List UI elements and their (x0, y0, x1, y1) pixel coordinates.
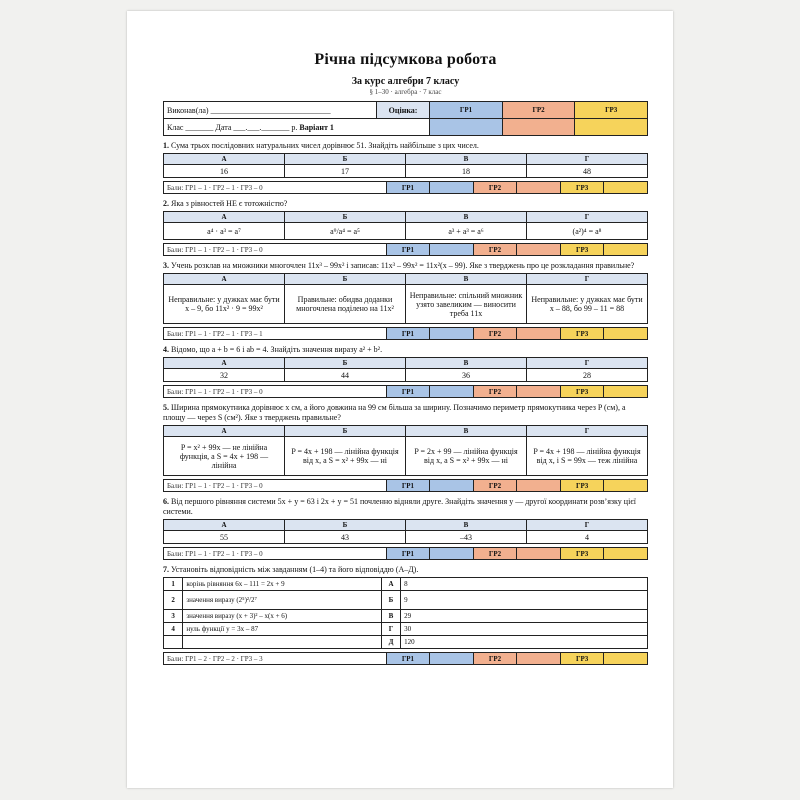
question-text: Від першого рівняння системи 5x + y = 63 і 2x + y = 51 почленно відняли друге. Знайдіть значення y — другої координати розв’язку цієї системи. (163, 497, 636, 516)
points-text: Бали: ГР1 – 1 · ГР2 – 1 · ГР3 – 0 (164, 480, 387, 492)
option-header-v: В (406, 358, 527, 369)
option-g[interactable]: P = 4x + 198 — лінійна функція від x, і S = 99x — теж лінійна (527, 437, 648, 476)
task-text-empty (183, 636, 381, 649)
task-number: 1 (164, 578, 183, 591)
page-subtitle: За курс алгебри 7 класу (351, 76, 460, 87)
group-1-label: ГР1 (386, 328, 430, 340)
option-value[interactable]: 29 (401, 610, 648, 623)
option-header-b: Б (285, 358, 406, 369)
option-b[interactable]: Правильне: обидва доданки многочлена поділено на 11x² (285, 285, 406, 324)
group-3-label: ГР3 (560, 328, 604, 340)
option-value[interactable]: 30 (401, 623, 648, 636)
group-2-label: ГР2 (473, 328, 517, 340)
question-text: Учень розклав на множники многочлен 11x³ – 99x² і записав: 11x³ – 99x² = 11x²(x – 99). Яке з тверджень про це розкладання правильне? (171, 261, 635, 270)
option-a[interactable]: Неправильне: у дужках має бути x – 9, бо 11x² · 9 = 99x² (164, 285, 285, 324)
grade-label: Оцінка: (376, 102, 429, 119)
points-text: Бали: ГР1 – 1 · ГР2 – 1 · ГР3 – 0 (164, 548, 387, 560)
group-3-score-cell[interactable] (604, 328, 648, 340)
option-header-b: Б (285, 154, 406, 165)
group-3-label: ГР3 (560, 548, 604, 560)
option-header-g: Г (527, 520, 648, 531)
option-a[interactable]: a⁴ · a³ = a⁷ (164, 223, 285, 240)
option-header-a: А (164, 358, 285, 369)
option-header-v: В (406, 154, 527, 165)
option-g[interactable]: 48 (527, 165, 648, 178)
option-a[interactable]: 32 (164, 369, 285, 382)
question-1 (163, 141, 648, 151)
task-text: значення виразу (2⁵)²/2⁷ (183, 591, 381, 610)
group-2-score-cell[interactable] (517, 480, 561, 492)
group-1-header: ГР1 (430, 102, 503, 119)
option-b[interactable]: 43 (285, 531, 406, 544)
class-date-field[interactable] (164, 119, 430, 136)
option-b[interactable]: P = 4x + 198 — лінійна функція від x, а S = x² + 99x — ні (285, 437, 406, 476)
question-number: 7. (163, 565, 169, 574)
group-3-score-cell[interactable] (604, 480, 648, 492)
option-header-g: Г (527, 358, 648, 369)
group-3-grade-cell[interactable] (575, 119, 648, 136)
class-date-text: Клас _______ Дата ___.___._______ р. (167, 122, 298, 132)
group-2-score-cell[interactable] (517, 548, 561, 560)
group-2-score-cell[interactable] (517, 386, 561, 398)
question-6 (163, 497, 648, 517)
option-header-a: А (164, 274, 285, 285)
option-header-a: А (164, 520, 285, 531)
question-2 (163, 199, 648, 209)
points-text: Бали: ГР1 – 2 · ГР2 – 2 · ГР3 – 3 (164, 653, 387, 665)
answer-table-5 (163, 425, 648, 476)
score-row-2 (163, 243, 648, 256)
group-1-label: ГР1 (386, 244, 430, 256)
question-text: Ширина прямокутника дорівнює x см, а його довжина на 99 см більша за ширину. Позначимо периметр прямокутника через P (см), а площу — через S (см²). Яке з тверджень правильне? (163, 403, 626, 422)
group-1-label: ГР1 (386, 653, 430, 665)
group-1-label: ГР1 (386, 480, 430, 492)
task-number-empty (164, 636, 183, 649)
points-text: Бали: ГР1 – 1 · ГР2 – 1 · ГР3 – 1 (164, 328, 387, 340)
question-number: 5. (163, 403, 169, 412)
points-text: Бали: ГР1 – 1 · ГР2 – 1 · ГР3 – 0 (164, 386, 387, 398)
answer-table-3 (163, 273, 648, 324)
score-row-7 (163, 652, 648, 665)
score-row-4 (163, 385, 648, 398)
option-b[interactable]: a⁹/a⁴ = a⁵ (285, 223, 406, 240)
option-v[interactable]: P = 2x + 99 — лінійна функція від x, а S = x² + 99x — ні (406, 437, 527, 476)
question-text: Яка з рівностей НЕ є тотожністю? (171, 199, 288, 208)
option-v[interactable]: Неправильне: спільний множник узято завеликим — виносити треба 11x (406, 285, 527, 324)
option-header-a: А (164, 212, 285, 223)
option-header-b: Б (285, 426, 406, 437)
option-g[interactable]: 28 (527, 369, 648, 382)
option-g[interactable]: Неправильне: у дужках має бути x – 88, бо 99 – 11 = 88 (527, 285, 648, 324)
group-2-label: ГР2 (473, 653, 517, 665)
option-header-b: Б (285, 520, 406, 531)
group-1-score-cell[interactable] (430, 480, 474, 492)
group-2-label: ГР2 (473, 480, 517, 492)
group-3-score-cell[interactable] (604, 386, 648, 398)
executor-field[interactable]: Виконав(ла) ______________________________ (164, 102, 377, 119)
group-3-label: ГР3 (560, 386, 604, 398)
option-header-a: А (164, 154, 285, 165)
option-letter: А (381, 578, 400, 591)
option-header-g: Г (527, 274, 648, 285)
option-v[interactable]: –43 (406, 531, 527, 544)
group-2-grade-cell[interactable] (502, 119, 575, 136)
option-letter: Д (381, 636, 400, 649)
option-letter: Б (381, 591, 400, 610)
matching-table (163, 577, 648, 649)
question-5 (163, 403, 648, 423)
group-2-score-cell[interactable] (517, 328, 561, 340)
task-text: значення виразу (x + 3)² – x(x + 6) (183, 610, 381, 623)
score-row-5 (163, 479, 648, 492)
option-v[interactable]: 36 (406, 369, 527, 382)
option-g[interactable]: (a²)⁴ = a⁸ (527, 223, 648, 240)
answer-table-2 (163, 211, 648, 240)
group-1-score-cell[interactable] (430, 244, 474, 256)
group-1-score-cell[interactable] (430, 328, 474, 340)
option-header-v: В (406, 274, 527, 285)
score-row-6 (163, 547, 648, 560)
answer-table-1 (163, 153, 648, 178)
variant-label: Варіант 1 (299, 122, 334, 132)
student-info-table (163, 101, 648, 136)
page-note: § 1–30 · алгебра · 7 клас (369, 88, 442, 96)
option-letter: Г (381, 623, 400, 636)
question-number: 1. (163, 141, 169, 150)
question-4 (163, 345, 648, 355)
group-3-score-cell[interactable] (604, 548, 648, 560)
question-text: Відомо, що a + b = 6 і ab = 4. Знайдіть значення виразу a² + b². (171, 345, 383, 354)
option-a[interactable]: P = x² + 99x — не лінійна функція, а S = 4x + 198 — лінійна (164, 437, 285, 476)
group-1-score-cell[interactable] (430, 386, 474, 398)
option-a[interactable]: 16 (164, 165, 285, 178)
option-header-g: Г (527, 212, 648, 223)
option-a[interactable]: 55 (164, 531, 285, 544)
group-3-label: ГР3 (560, 480, 604, 492)
option-value[interactable]: 120 (401, 636, 648, 649)
worksheet-page (127, 11, 673, 788)
task-number: 3 (164, 610, 183, 623)
group-2-score-cell[interactable] (517, 244, 561, 256)
page-title: Річна підсумкова робота (314, 51, 497, 68)
question-text: Сума трьох послідовних натуральних чисел дорівнює 51. Знайдіть найбільше з цих чисел. (171, 141, 479, 150)
group-3-score-cell[interactable] (604, 182, 648, 194)
group-1-score-cell[interactable] (430, 653, 474, 665)
group-2-header: ГР2 (502, 102, 575, 119)
answer-table-6 (163, 519, 648, 544)
option-value[interactable]: 9 (401, 591, 648, 610)
option-g[interactable]: 4 (527, 531, 648, 544)
group-3-label: ГР3 (560, 653, 604, 665)
option-header-g: Г (527, 154, 648, 165)
task-text: нуль функції y = 3x – 87 (183, 623, 381, 636)
group-2-label: ГР2 (473, 548, 517, 560)
score-row-3 (163, 327, 648, 340)
group-2-score-cell[interactable] (517, 182, 561, 194)
group-2-label: ГР2 (473, 386, 517, 398)
task-number: 2 (164, 591, 183, 610)
option-b[interactable]: 17 (285, 165, 406, 178)
worksheet-content (163, 51, 648, 665)
option-header-v: В (406, 212, 527, 223)
option-header-a: А (164, 426, 285, 437)
option-letter: В (381, 610, 400, 623)
points-text: Бали: ГР1 – 1 · ГР2 – 1 · ГР3 – 0 (164, 244, 387, 256)
task-number: 4 (164, 623, 183, 636)
score-row-1 (163, 181, 648, 194)
group-2-label: ГР2 (473, 182, 517, 194)
group-2-label: ГР2 (473, 244, 517, 256)
answer-table-4 (163, 357, 648, 382)
question-7 (163, 565, 648, 575)
group-2-score-cell[interactable] (517, 653, 561, 665)
option-v[interactable]: a³ + a³ = a⁶ (406, 223, 527, 240)
group-3-score-cell[interactable] (604, 244, 648, 256)
question-number: 4. (163, 345, 169, 354)
group-3-label: ГР3 (560, 244, 604, 256)
points-text: Бали: ГР1 – 1 · ГР2 – 1 · ГР3 – 0 (164, 182, 387, 194)
group-1-label: ГР1 (386, 386, 430, 398)
option-header-g: Г (527, 426, 648, 437)
group-1-label: ГР1 (386, 548, 430, 560)
option-header-b: Б (285, 212, 406, 223)
group-3-header: ГР3 (575, 102, 648, 119)
option-header-b: Б (285, 274, 406, 285)
option-header-v: В (406, 520, 527, 531)
option-value[interactable]: 8 (401, 578, 648, 591)
option-b[interactable]: 44 (285, 369, 406, 382)
question-number: 6. (163, 497, 169, 506)
option-v[interactable]: 18 (406, 165, 527, 178)
group-3-score-cell[interactable] (604, 653, 648, 665)
group-1-label: ГР1 (386, 182, 430, 194)
question-3 (163, 261, 648, 271)
group-1-grade-cell[interactable] (430, 119, 503, 136)
question-number: 2. (163, 199, 169, 208)
question-text: Установіть відповідність між завданням (1–4) та його відповіддю (А–Д). (171, 565, 419, 574)
task-text: корінь рівняння 6x – 111 = 2x + 9 (183, 578, 381, 591)
group-1-score-cell[interactable] (430, 182, 474, 194)
group-1-score-cell[interactable] (430, 548, 474, 560)
group-3-label: ГР3 (560, 182, 604, 194)
question-number: 3. (163, 261, 169, 270)
option-header-v: В (406, 426, 527, 437)
